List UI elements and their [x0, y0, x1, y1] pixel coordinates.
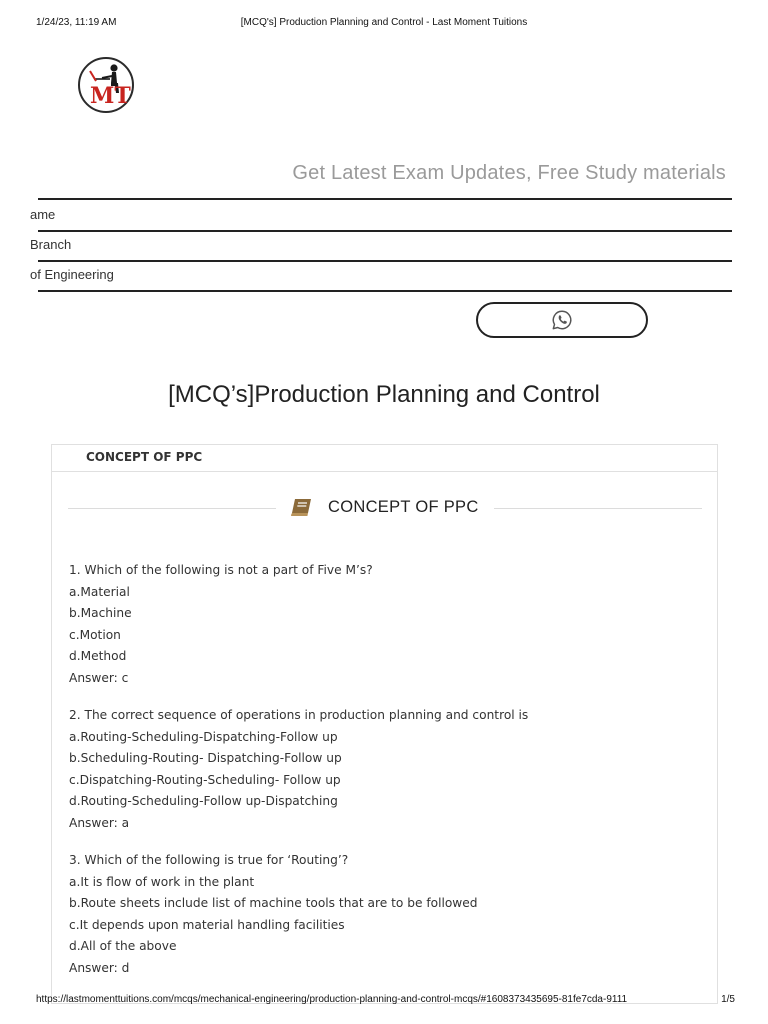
logo-icon [80, 59, 132, 111]
tagline: Get Latest Exam Updates, Free Study materials [292, 162, 726, 184]
branch-field-label: Branch [30, 237, 72, 252]
college-field-label: of Engineering [30, 267, 114, 282]
option-b: b.Machine [69, 606, 132, 620]
whatsapp-button[interactable] [476, 302, 648, 338]
mcq-panel [51, 444, 718, 1004]
option-d: d.Routing-Scheduling-Follow up-Dispatching [69, 794, 338, 808]
answer-text: Answer: d [69, 960, 130, 975]
branch-field[interactable] [30, 230, 732, 262]
name-field[interactable] [30, 198, 732, 232]
option-c: c.Motion [69, 627, 121, 642]
college-field[interactable] [30, 260, 732, 292]
option-b: b.Scheduling-Routing- Dispatching-Follow up [69, 751, 342, 765]
book-icon [290, 497, 314, 519]
print-page-number: 1/5 [721, 994, 735, 1005]
option-c: c.Dispatching-Routing-Scheduling- Follow up [69, 772, 341, 787]
print-page-title: [MCQ's] Production Planning and Control - Last Moment Tuitions [240, 17, 528, 28]
option-a: a.It is flow of work in the plant [69, 874, 255, 889]
section-heading-label: CONCEPT OF PPC [328, 498, 479, 516]
option-d: d.Method [69, 649, 127, 663]
option-b: b.Route sheets include list of machine tools that are to be followed [69, 896, 478, 910]
option-c: c.It depends upon material handling facilities [69, 917, 345, 932]
whatsapp-icon [551, 309, 573, 331]
option-d: d.All of the above [69, 939, 177, 953]
question-text: 3. Which of the following is true for ‘Routing’? [69, 853, 349, 867]
question-item [69, 705, 699, 834]
answer-text: Answer: c [69, 670, 129, 685]
logo-text: MT [90, 83, 131, 109]
name-field-label: ame [30, 207, 56, 222]
question-item [69, 560, 699, 689]
question-item [69, 850, 699, 979]
print-datetime: 1/24/23, 11:19 AM [36, 17, 117, 28]
site-logo[interactable] [78, 57, 134, 113]
question-text: 1. Which of the following is not a part of Five M’s? [69, 563, 373, 577]
question-text: 2. The correct sequence of operations in production planning and control is [69, 708, 529, 722]
option-a: a.Routing-Scheduling-Dispatching-Follow up [69, 729, 338, 744]
page-title: [MCQ’s]Production Planning and Control [168, 381, 600, 408]
heading-divider-left [68, 508, 276, 509]
answer-text: Answer: a [69, 815, 130, 830]
heading-divider-right [494, 508, 702, 509]
print-url: https://lastmomenttuitions.com/mcqs/mechanical-engineering/production-planning-and-control-mcqs/#1608373435695-81fe7cda-9111 [36, 994, 628, 1005]
panel-tab-header[interactable] [52, 445, 717, 472]
option-a: a.Material [69, 584, 130, 599]
panel-tab-label: CONCEPT OF PPC [86, 450, 203, 464]
question-list [69, 560, 699, 995]
section-heading [68, 495, 702, 521]
